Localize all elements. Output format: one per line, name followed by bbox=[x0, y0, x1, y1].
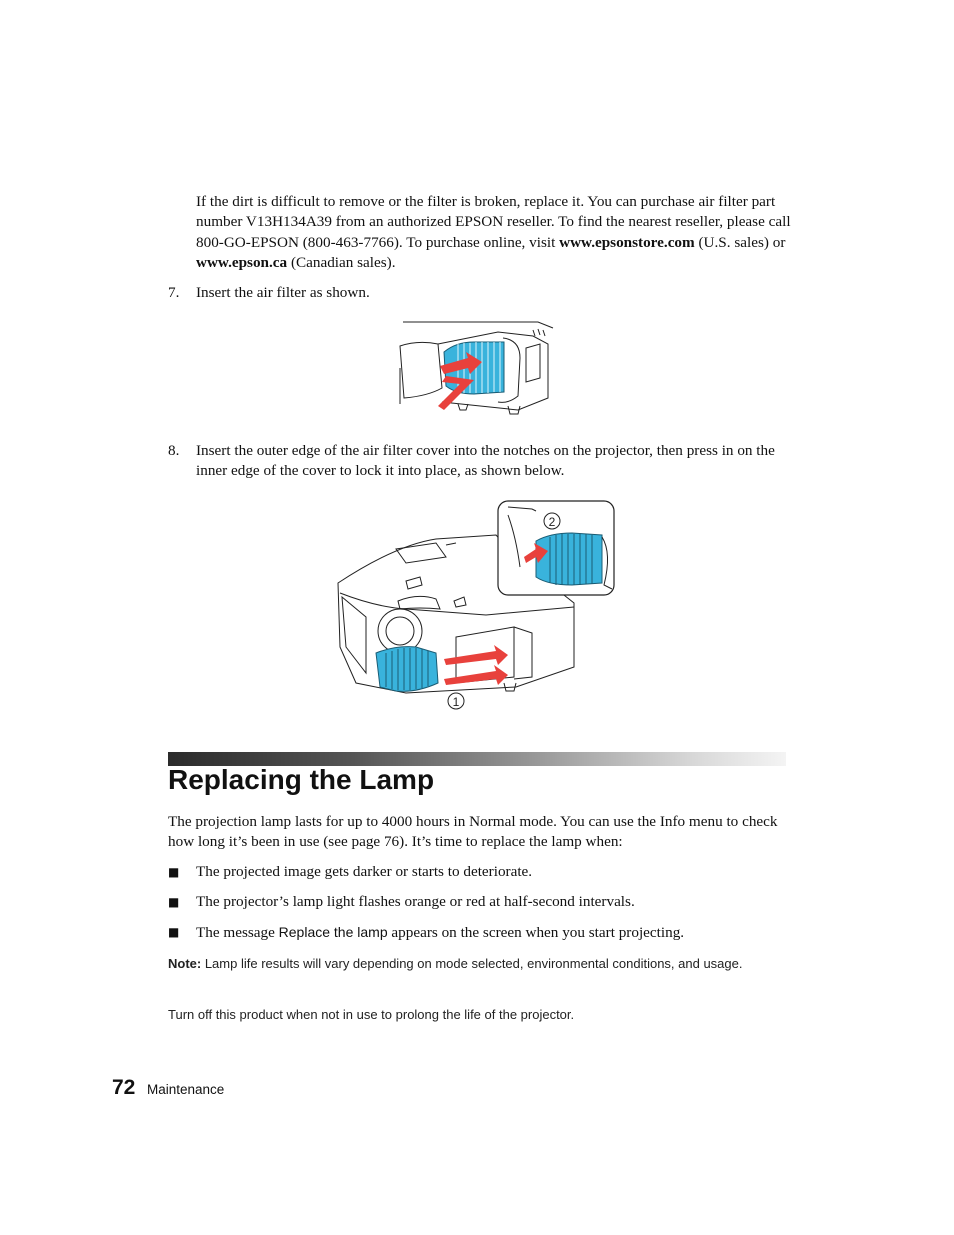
bullet-3-after: appears on the screen when you start projecting. bbox=[387, 924, 685, 941]
insert-filter-figure bbox=[398, 318, 558, 420]
filter-cover-shape bbox=[376, 647, 438, 692]
bullet-3-before: The message bbox=[196, 924, 279, 941]
step-7-text: Insert the air filter as shown. bbox=[196, 284, 370, 301]
callout-2 bbox=[544, 513, 560, 529]
svg-text:2: 2 bbox=[548, 515, 556, 529]
section-title: Replacing the Lamp bbox=[168, 764, 435, 795]
step-8-number: 8. bbox=[168, 442, 180, 459]
note-text: Lamp life results will vary depending on mode selected, environmental conditions, and usage. bbox=[201, 956, 743, 971]
intro-text-after: (Canadian sales). bbox=[287, 253, 396, 271]
section-intro: The projection lamp lasts for up to 4000 hours in Normal mode. You can use the Info menu to check how long it’s been in use (see page 76). It’s time to replace the lamp when: bbox=[168, 813, 778, 851]
bullet-1: The projected image gets darker or starts to deteriorate. bbox=[196, 863, 533, 880]
footer-section-name: Maintenance bbox=[147, 1082, 225, 1097]
power-tip: Turn off this product when not in use to prolong the life of the projector. bbox=[168, 1007, 575, 1022]
epsonstore-link[interactable]: www.epsonstore.com bbox=[559, 233, 695, 251]
callout-1 bbox=[448, 693, 464, 709]
bullet-2: The projector’s lamp light flashes orange or red at half-second intervals. bbox=[196, 893, 635, 910]
step-7-number: 7. bbox=[168, 284, 180, 301]
bullet-icon: ■ bbox=[168, 865, 180, 879]
intro-text: If the dirt is difficult to remove or the filter is broken, replace it. You can purchase air filter part number V13H134A39 from an authorized EPSON reseller. To find the nearest reseller, please call 800-GO-EPSON (800-463-7766). To purchase online, visit bbox=[196, 193, 791, 251]
bullet-3 bbox=[196, 922, 796, 943]
intro-paragraph bbox=[196, 192, 796, 273]
note bbox=[168, 955, 768, 972]
replace-lamp-message: Replace the lamp bbox=[278, 924, 388, 940]
attach-arrow-icon bbox=[444, 645, 508, 685]
step-8-text: Insert the outer edge of the air filter cover into the notches on the projector, then press in on the inner edge of the cover to lock it into place, as shown below. bbox=[196, 442, 775, 480]
svg-text:1: 1 bbox=[452, 695, 460, 709]
epson-ca-link[interactable]: www.epson.ca bbox=[196, 253, 288, 271]
note-label: Note: bbox=[168, 956, 202, 971]
bullet-icon: ■ bbox=[168, 925, 180, 939]
bullet-icon: ■ bbox=[168, 895, 180, 909]
attach-cover-figure bbox=[336, 497, 618, 715]
intro-text-between: (U.S. sales) or bbox=[694, 233, 786, 251]
page-number: 72 bbox=[112, 1076, 136, 1099]
